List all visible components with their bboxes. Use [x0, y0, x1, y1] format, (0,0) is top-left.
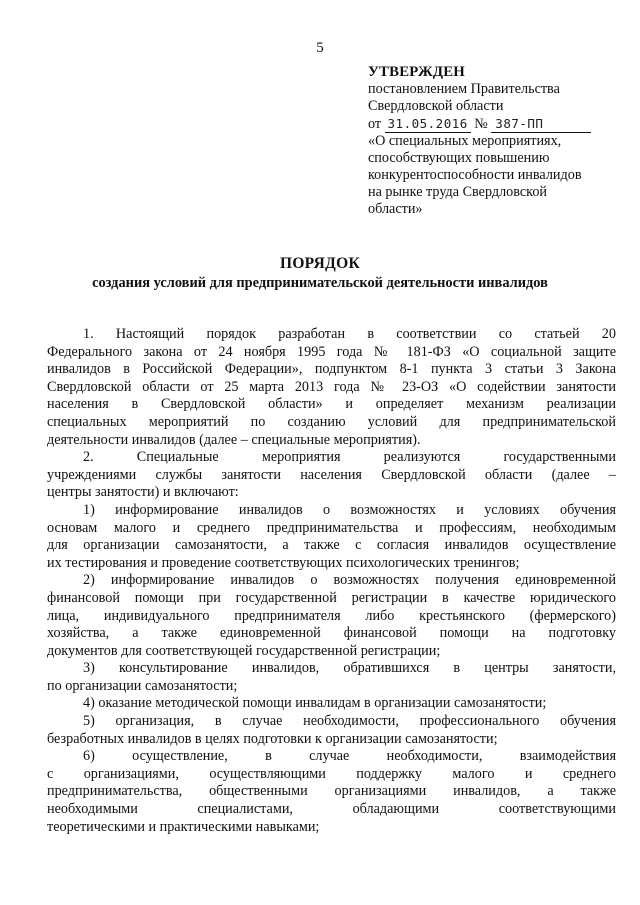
- paragraph-line: финансовой помощи при государственной регистрации в качестве юридического: [47, 589, 616, 606]
- paragraph-line: специальных мероприятий по созданию условий для предпринимательской: [47, 413, 616, 430]
- paragraph-line: с организациями, осуществляющими поддержку малого и среднего: [47, 765, 616, 782]
- page-number: 5: [316, 40, 324, 56]
- decree-name-line: области»: [368, 201, 423, 217]
- decree-name-line: конкурентоспособности инвалидов: [368, 167, 582, 183]
- paragraph-line: населения в Свердловской области» и определяет механизм реализации: [47, 396, 616, 413]
- paragraph-line: 4) оказание методической помощи инвалидам в организации самозанятости;: [83, 695, 547, 712]
- document-title: ПОРЯДОК: [279, 255, 361, 272]
- paragraph-line: безработных инвалидов в целях подготовки к организации самозанятости;: [47, 730, 498, 747]
- paragraph-line: необходимыми специалистами, обладающими соответствующими: [47, 801, 616, 818]
- paragraph-line: документов для соответствующей государственной регистрации;: [47, 642, 441, 659]
- approval-ot-label: от: [368, 116, 382, 132]
- paragraph-line: их тестирования и проведение соответствующих психологических тренингов;: [47, 554, 520, 571]
- paragraph-line: 1) информирование инвалидов о возможностях и условиях обучения: [83, 501, 616, 518]
- paragraph-line: по организации самозанятости;: [47, 677, 238, 694]
- paragraph-line: 3) консультирование инвалидов, обратившихся в центры занятости,: [83, 660, 616, 677]
- approval-line-1: постановлением Правительства: [368, 81, 560, 97]
- paragraph-line: основам малого и среднего предпринимательства и профессиям, необходимым: [47, 519, 616, 536]
- paragraph-line: для организации самозанятости, а также с согласия инвалидов осуществление: [47, 537, 616, 554]
- paragraph-line: 2) информирование инвалидов о возможностях получения единовременной: [83, 572, 616, 589]
- approval-date: 31.05.2016: [385, 115, 471, 133]
- paragraph-line: 1. Настоящий порядок разработан в соответствии со статьей 20: [83, 326, 616, 342]
- paragraph-line: 6) осуществление, в случае необходимости, взаимодействия: [83, 748, 616, 765]
- approval-block: [368, 64, 633, 218]
- paragraph-line: лица, индивидуального предпринимателя либо крестьянского (фермерского): [47, 607, 616, 624]
- paragraph-line: 5) организация, в случае необходимости, профессионального обучения: [83, 713, 616, 730]
- paragraph-line: хозяйства, а также единовременной финансовой помощи на подготовку: [47, 625, 616, 642]
- decree-name-line: «О специальных мероприятиях,: [368, 133, 562, 149]
- paragraph-line: центры занятости) и включают:: [47, 484, 239, 501]
- paragraph-line: Свердловской области от 25 марта 2013 года № 23-ОЗ «О содействии занятости: [47, 378, 616, 395]
- paragraph-line: Федерального закона от 24 ноября 1995 года № 181-ФЗ «О социальной защите: [47, 343, 616, 360]
- paragraph-line: деятельности инвалидов (далее – специальные мероприятия).: [47, 431, 421, 448]
- decree-name-line: способствующих повышению: [368, 150, 550, 166]
- document-body: [47, 326, 616, 836]
- paragraph-line: предпринимательства, общественными организациями инвалидов, а также: [47, 783, 616, 800]
- paragraph-line: 2. Специальные мероприятия реализуются государственными: [83, 449, 616, 466]
- decree-name-line: на рынке труда Свердловской: [368, 184, 548, 200]
- approval-number-label: №: [474, 116, 488, 132]
- paragraph-line: учреждениями службы занятости населения Свердловской области (далее –: [47, 466, 616, 483]
- approval-number: 387-ПП: [491, 115, 591, 133]
- approval-date-number: [368, 115, 633, 133]
- paragraph-line: теоретическими и практическими навыками;: [47, 818, 320, 835]
- document-subtitle: создания условий для предпринимательской деятельности инвалидов: [92, 275, 548, 291]
- approval-line-2: Свердловской области: [368, 98, 504, 114]
- paragraph-line: инвалидов в Российской Федерации», подпунктом 8-1 пункта 3 статьи 3 Закона: [47, 361, 616, 378]
- approval-title: УТВЕРЖДЕН: [368, 64, 465, 80]
